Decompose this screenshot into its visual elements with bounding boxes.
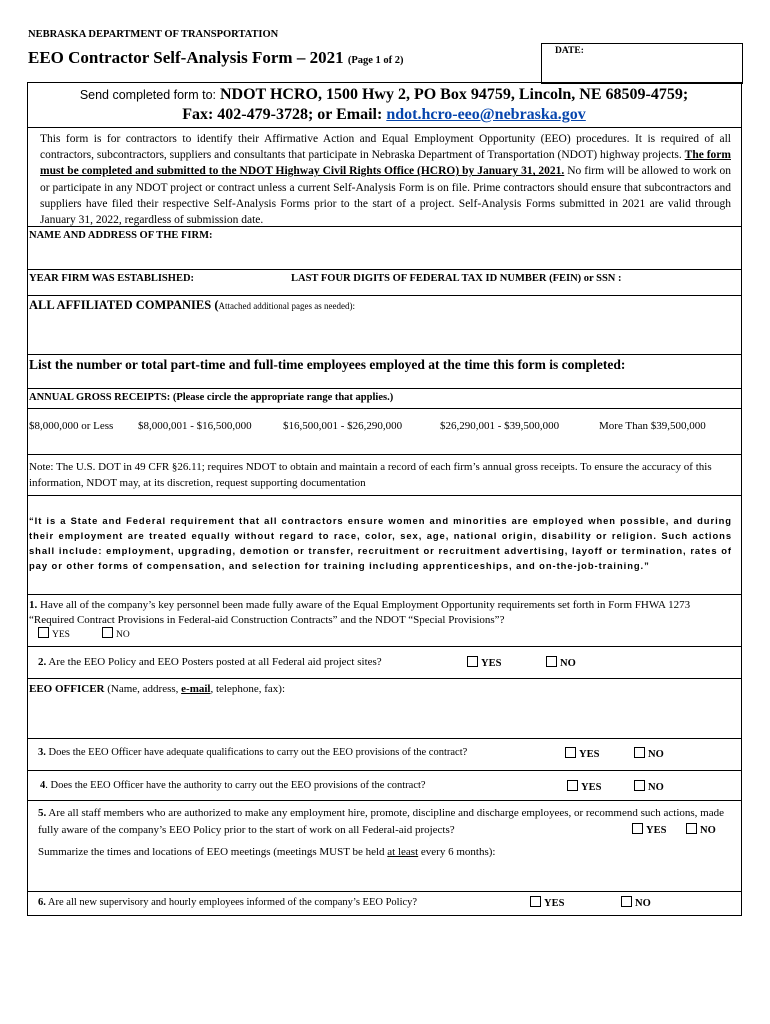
q3-yes-checkbox[interactable]	[565, 747, 576, 758]
divider	[27, 770, 742, 771]
q5-yes-option[interactable]	[630, 823, 666, 836]
name-address-field[interactable]	[29, 244, 734, 268]
receipts-note: Note: The U.S. DOT in 49 CFR §26.11; requires NDOT to obtain and maintain a record of each firm’s annual gross receipts. To ensure the accuracy of this information, NDOT may, at its discretion, request supporting documentation	[29, 461, 712, 489]
q5-no-label: NO	[700, 825, 716, 836]
receipts-label: ANNUAL GROSS RECEIPTS: (Please circle the appropriate range that applies.)	[29, 392, 394, 403]
intro-part2: No firm will be allowed to work on or participate in any NDOT project or contract unless a current Self-Analysis Form is on file. Prime contractors should ensure that subcontractors and suppliers have filed their respective Self-Analysis Forms prior to the start of a project. Self-Analysis Forms submitted in 2021 are valid through January 31, 2022, regardless of submission date.	[40, 165, 731, 227]
receipt-range-3[interactable]: $16,500,001 - $26,290,000	[283, 420, 403, 432]
eeo-requirement-quote: “It is a State and Federal requirement that all contractors ensure women and minorities are employed when possible, and during their employment are treated equally without regard to race, color, sex, age, national origin, disability or religion. Such actions shall include: employment, upgrading, demotion or transfer, recruitment or recruitment advertising, layoff or termination, rates of pay or other forms of compensation, and selection for training including apprenticeships, and on-the-job-training.”	[29, 515, 732, 571]
q3-yes-option[interactable]	[565, 747, 599, 760]
divider	[27, 226, 742, 227]
divider	[27, 354, 742, 355]
meetings-field[interactable]	[38, 864, 733, 888]
q6-no-option[interactable]	[621, 896, 651, 909]
divider	[27, 495, 742, 496]
q4-yes-label: YES	[581, 782, 602, 793]
question-4	[40, 780, 426, 791]
intro-deadline: The form must be completed and submitted to the NDOT Highway Civil Rights Office (HCRO) by January 31, 2021.	[40, 149, 731, 178]
q6-no-checkbox[interactable]	[621, 896, 632, 907]
divider	[27, 891, 742, 892]
q2-yes-option[interactable]	[467, 656, 501, 669]
divider	[27, 915, 742, 916]
eeo-officer-field[interactable]	[29, 700, 734, 736]
intro-part1: This form is for contractors to identify their Affirmative Action and Equal Employment Opportunity (EEO) procedures. It is required of all contractors, subcontractors, suppliers and consultants that participate in Nebraska Department of Transportation (NDOT) highway projects.	[40, 133, 731, 162]
page-note: (Page 1 of 2)	[347, 55, 404, 66]
year-established-label: YEAR FIRM WAS ESTABLISHED:	[29, 273, 195, 284]
q6-no-label: NO	[635, 898, 651, 909]
q4-no-option[interactable]	[634, 780, 664, 793]
q5-no-checkbox[interactable]	[686, 823, 697, 834]
receipt-range-4[interactable]: $26,290,001 - $39,500,000	[440, 420, 560, 432]
q3-no-option[interactable]	[634, 747, 664, 760]
divider	[27, 295, 742, 296]
q4-yes-checkbox[interactable]	[567, 780, 578, 791]
q5-yes-checkbox[interactable]	[632, 823, 643, 834]
divider	[27, 738, 742, 739]
send-prefix: Send completed form to:	[79, 88, 216, 102]
q1-no-label: NO	[116, 630, 130, 640]
q5-number: 5.	[38, 807, 47, 819]
eeo-officer-title: EEO OFFICER	[29, 683, 105, 695]
form-right-border	[741, 82, 742, 916]
form-title-text: EEO Contractor Self-Analysis Form – 2021	[28, 48, 344, 67]
meetings-prompt-post: every 6 months):	[420, 846, 496, 858]
eeo-officer-pre: (Name, address,	[107, 683, 179, 695]
question-6	[38, 897, 417, 908]
email-link[interactable]: ndot.hcro-eeo@nebraska.gov	[386, 106, 586, 123]
meetings-prompt	[38, 846, 495, 858]
q4-yes-option[interactable]	[567, 780, 601, 793]
q2-no-checkbox[interactable]	[546, 656, 557, 667]
question-2	[38, 656, 382, 668]
q5-yes-label: YES	[646, 825, 667, 836]
q2-yes-checkbox[interactable]	[467, 656, 478, 667]
q2-no-label: NO	[560, 658, 576, 669]
agency-name: NEBRASKA DEPARTMENT OF TRANSPORTATION	[28, 29, 279, 40]
form-title	[28, 48, 404, 68]
q4-no-checkbox[interactable]	[634, 780, 645, 791]
q3-no-label: NO	[648, 749, 664, 760]
send-address: NDOT HCRO, 1500 Hwy 2, PO Box 94759, Lincoln, NE 68509-4759;	[220, 86, 689, 103]
q2-yes-label: YES	[481, 658, 502, 669]
q5-no-option[interactable]	[686, 823, 724, 836]
divider	[27, 82, 742, 83]
q3-number: 3.	[38, 747, 46, 758]
q4-number: 4	[40, 780, 46, 791]
q1-no-checkbox[interactable]	[102, 627, 113, 638]
eeo-officer-label	[29, 683, 285, 695]
date-box[interactable]	[541, 43, 743, 84]
q6-yes-option[interactable]	[530, 896, 564, 909]
q5-text: Are all staff members who are authorized to make any employment hire, promote, discipline and discharge employees, or recommend such actions, made fully aware of the company’s EEO Policy prior to the start of work on all Federal-aid projects?	[38, 807, 724, 836]
affiliated-label	[29, 298, 355, 313]
divider	[27, 388, 742, 389]
send-to-block	[34, 85, 734, 124]
divider	[27, 269, 742, 270]
q1-text: Have all of the company’s key personnel been made fully aware of the Equal Employment Opportunity requirements set forth in Form FHWA 1273 “Required Contract Provisions in Federal-aid Construction Contracts” and the NDOT “Special Provisions”?	[29, 599, 691, 626]
intro-paragraph	[40, 131, 731, 228]
q1-no-option[interactable]	[102, 627, 130, 640]
q4-no-label: NO	[648, 782, 664, 793]
divider	[27, 454, 742, 455]
receipt-range-1[interactable]: $8,000,000 or Less	[29, 420, 114, 432]
divider	[27, 800, 742, 801]
q1-yes-option[interactable]	[38, 627, 70, 640]
meetings-prompt-emphasis: at least	[387, 846, 419, 858]
q1-number: 1.	[29, 599, 38, 611]
eeo-officer-post: , telephone, fax):	[210, 683, 286, 695]
name-address-label: NAME AND ADDRESS OF THE FIRM:	[29, 230, 213, 241]
question-5	[38, 805, 728, 839]
q2-number: 2.	[38, 656, 47, 668]
question-1	[29, 598, 737, 628]
affiliated-field[interactable]	[29, 316, 734, 352]
divider	[27, 127, 742, 128]
meetings-prompt-pre: Summarize the times and locations of EEO meetings (meetings MUST be held	[38, 846, 385, 858]
question-3	[38, 747, 467, 758]
q2-no-option[interactable]	[546, 656, 576, 669]
receipt-range-2[interactable]: $8,000,001 - $16,500,000	[138, 420, 252, 432]
form-left-border	[27, 82, 28, 916]
q6-yes-checkbox[interactable]	[530, 896, 541, 907]
q6-text: Are all new supervisory and hourly employees informed of the company’s EEO Policy?	[47, 897, 418, 908]
q3-no-checkbox[interactable]	[634, 747, 645, 758]
divider	[27, 646, 742, 647]
send-fax-email: Fax: 402-479-3728; or Email:	[182, 106, 383, 123]
date-label: DATE:	[555, 46, 584, 56]
divider	[27, 594, 742, 595]
employees-label: List the number or total part-time and full-time employees employed at the time this form is completed:	[29, 357, 626, 372]
q4-text: . Does the EEO Officer have the authority to carry out the EEO provisions of the contract?	[45, 780, 426, 791]
q1-yes-checkbox[interactable]	[38, 627, 49, 638]
fein-label: LAST FOUR DIGITS OF FEDERAL TAX ID NUMBER (FEIN) or SSN :	[291, 273, 622, 284]
divider	[27, 408, 742, 409]
affiliated-note: Attached additional pages as needed):	[218, 301, 355, 311]
eeo-officer-email: e-mail	[181, 683, 211, 695]
q1-yes-label: YES	[52, 630, 70, 640]
receipt-range-5[interactable]: More Than $39,500,000	[599, 420, 706, 432]
q6-number: 6.	[38, 897, 46, 908]
affiliated-label-text: ALL AFFILIATED COMPANIES (	[29, 298, 219, 312]
q6-yes-label: YES	[544, 898, 565, 909]
q3-text: Does the EEO Officer have adequate qualifications to carry out the EEO provisions of the contract?	[48, 747, 468, 758]
q3-yes-label: YES	[579, 749, 600, 760]
divider	[27, 678, 742, 679]
q2-text: Are the EEO Policy and EEO Posters posted at all Federal aid project sites?	[48, 656, 382, 668]
